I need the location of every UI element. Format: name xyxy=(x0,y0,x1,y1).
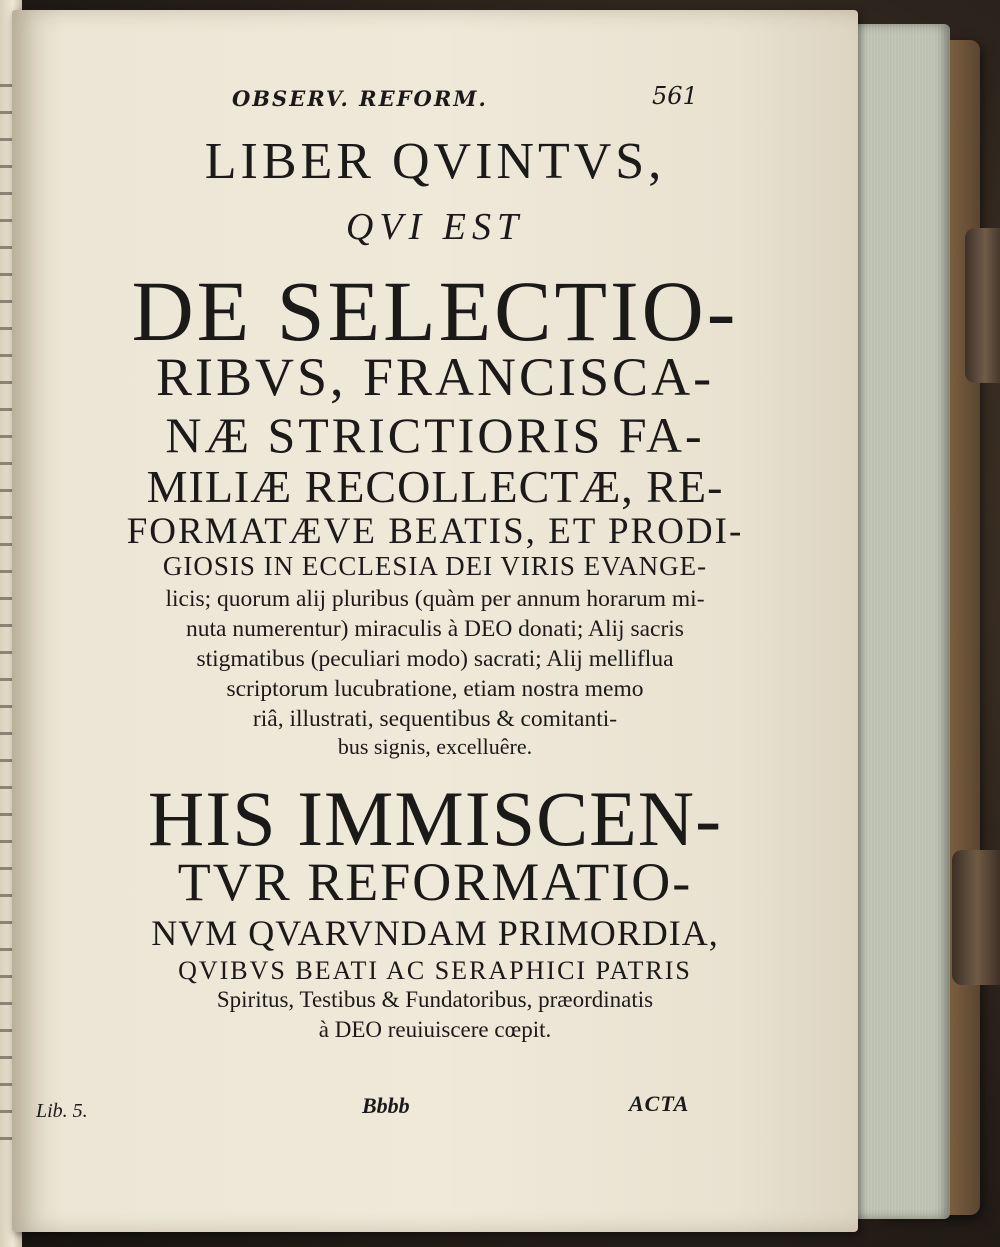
clasp-strap-top xyxy=(965,228,1000,383)
title-line-3: DE SELECTIO- xyxy=(131,263,739,359)
second-title-line-3: NVM QVARVNDAM PRIMORDIA, xyxy=(151,913,719,953)
running-head: OBSERV. REFORM. xyxy=(232,86,488,111)
title-line-2: QVI EST xyxy=(345,206,525,248)
body-line-6: bus signis, excelluêre. xyxy=(337,734,533,759)
signature-mark: Bbbb xyxy=(362,1093,410,1118)
body-line-1: licis; quorum alij pluribus (quàm per annum horarum mi- xyxy=(165,586,705,612)
catchword: ACTA xyxy=(629,1091,690,1116)
page-number: 561 xyxy=(652,82,698,110)
second-body-line-1: Spiritus, Testibus & Fundatoribus, præordinatis xyxy=(216,987,654,1012)
title-line-5: NÆ STRICTIORIS FA- xyxy=(165,407,705,463)
title-line-1: LIBER QVINTVS, xyxy=(204,133,666,190)
second-title-line-4: QVIBVS BEATI AC SERAPHICI PATRIS xyxy=(178,956,692,985)
title-line-6: MILIÆ RECOLLECTÆ, RE- xyxy=(146,461,724,512)
title-line-8: GIOSIS IN ECCLESIA DEI VIRIS EVANGE- xyxy=(162,551,708,581)
title-line-4: RIBVS, FRANCISCA- xyxy=(155,347,715,407)
second-title-line-1: HIS IMMISCEN- xyxy=(147,775,723,862)
body-line-4: scriptorum lucubratione, etiam nostra memo xyxy=(226,676,644,702)
title-line-7: FORMATÆVE BEATIS, ET PRODI- xyxy=(126,511,744,552)
second-title-line-2: TVR REFORMATIO- xyxy=(177,852,693,912)
book-reference: Lib. 5. xyxy=(36,1100,88,1122)
clasp-strap-bottom xyxy=(952,850,1000,985)
book-page xyxy=(12,10,858,1232)
second-body-line-2: à DEO reuiuiscere cœpit. xyxy=(318,1017,552,1042)
body-line-2: nuta numerentur) miraculis à DEO donati; Alij sacris xyxy=(186,616,684,642)
body-line-5: riâ, illustrati, sequentibus & comitanti- xyxy=(252,706,618,732)
body-line-3: stigmatibus (peculiari modo) sacrati; Alij melliflua xyxy=(196,646,674,672)
